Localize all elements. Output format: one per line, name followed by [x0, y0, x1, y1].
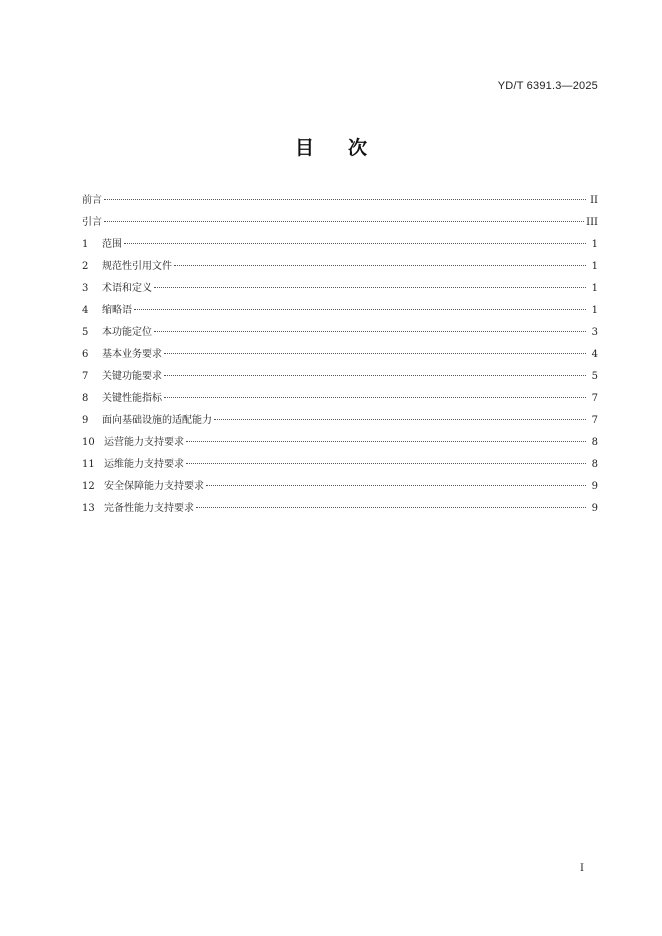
toc-entry-number: 13: [82, 503, 95, 514]
toc-entry-number: 7: [82, 371, 89, 382]
toc-entry-number: 4: [82, 305, 89, 316]
toc-entry-number: 2: [82, 261, 89, 272]
toc-dot-leader: [154, 287, 586, 288]
toc-entry-label: 引言: [82, 217, 102, 228]
toc-entry-page: 7: [591, 415, 598, 426]
toc-entry-label: 运维能力支持要求: [104, 459, 184, 470]
toc-entry[interactable]: [82, 454, 598, 476]
toc-entry-page: 1: [591, 261, 598, 272]
toc-dot-leader: [154, 331, 586, 332]
toc-entry-label: 关键性能指标: [102, 393, 162, 404]
toc-entry[interactable]: [82, 212, 598, 234]
toc-entry-page: 1: [591, 305, 598, 316]
toc-entry-label: 安全保障能力支持要求: [104, 481, 204, 492]
document-code: YD/T 6391.3—2025: [497, 80, 598, 92]
toc-entry-page: 1: [591, 283, 598, 294]
toc-entry-page: 8: [591, 437, 598, 448]
toc-entry-page: 9: [591, 481, 598, 492]
toc-entry[interactable]: [82, 388, 598, 410]
toc-entry-label: 术语和定义: [102, 283, 152, 294]
toc-entry-label: 前言: [82, 195, 102, 206]
toc-entry-page: 3: [591, 327, 598, 338]
page-number: I: [580, 863, 584, 874]
toc-entry[interactable]: [82, 498, 598, 520]
toc-entry-label: 规范性引用文件: [102, 261, 172, 272]
toc-entry-label: 面向基础设施的适配能力: [102, 415, 212, 426]
toc-dot-leader: [164, 375, 586, 376]
toc-dot-leader: [104, 221, 584, 222]
toc-entry[interactable]: [82, 278, 598, 300]
toc-entry-label: 基本业务要求: [102, 349, 162, 360]
toc-dot-leader: [104, 199, 586, 200]
toc-dot-leader: [206, 485, 586, 486]
toc-entry[interactable]: [82, 300, 598, 322]
toc-dot-leader: [174, 265, 586, 266]
toc-dot-leader: [134, 309, 586, 310]
toc-entry-label: 范围: [102, 239, 122, 250]
toc-dot-leader: [214, 419, 586, 420]
toc-entry-label: 关键功能要求: [102, 371, 162, 382]
toc-entry-label: 本功能定位: [102, 327, 152, 338]
toc-entry-number: 11: [82, 459, 95, 470]
toc-entry[interactable]: [82, 322, 598, 344]
toc-entry[interactable]: [82, 410, 598, 432]
toc-entry-number: 9: [82, 415, 89, 426]
toc-dot-leader: [164, 353, 586, 354]
toc-dot-leader: [124, 243, 586, 244]
toc-entry-page: 9: [591, 503, 598, 514]
toc-entry-number: 12: [82, 481, 95, 492]
toc-entry-number: 3: [82, 283, 89, 294]
table-of-contents: [82, 190, 598, 520]
toc-entry-page: II: [590, 195, 598, 206]
toc-entry-number: 6: [82, 349, 89, 360]
toc-entry[interactable]: [82, 432, 598, 454]
toc-entry-label: 运营能力支持要求: [104, 437, 184, 448]
toc-entry-page: 4: [591, 349, 598, 360]
toc-title: 目次: [294, 137, 401, 159]
toc-entry-number: 8: [82, 393, 89, 404]
toc-entry-label: 完备性能力支持要求: [104, 503, 194, 514]
toc-entry[interactable]: [82, 190, 598, 212]
toc-dot-leader: [196, 507, 586, 508]
toc-dot-leader: [186, 463, 586, 464]
toc-dot-leader: [164, 397, 586, 398]
toc-entry-page: 5: [591, 371, 598, 382]
toc-entry-page: 8: [591, 459, 598, 470]
toc-entry[interactable]: [82, 234, 598, 256]
toc-entry-label: 缩略语: [102, 305, 132, 316]
toc-entry-number: 5: [82, 327, 89, 338]
toc-entry-number: 1: [82, 239, 89, 250]
toc-entry[interactable]: [82, 344, 598, 366]
toc-entry-page: 1: [591, 239, 598, 250]
toc-entry-page: III: [586, 217, 598, 228]
toc-entry-page: 7: [591, 393, 598, 404]
toc-dot-leader: [186, 441, 586, 442]
toc-entry[interactable]: [82, 366, 598, 388]
toc-entry[interactable]: [82, 256, 598, 278]
toc-entry[interactable]: [82, 476, 598, 498]
toc-entry-number: 10: [82, 437, 95, 448]
